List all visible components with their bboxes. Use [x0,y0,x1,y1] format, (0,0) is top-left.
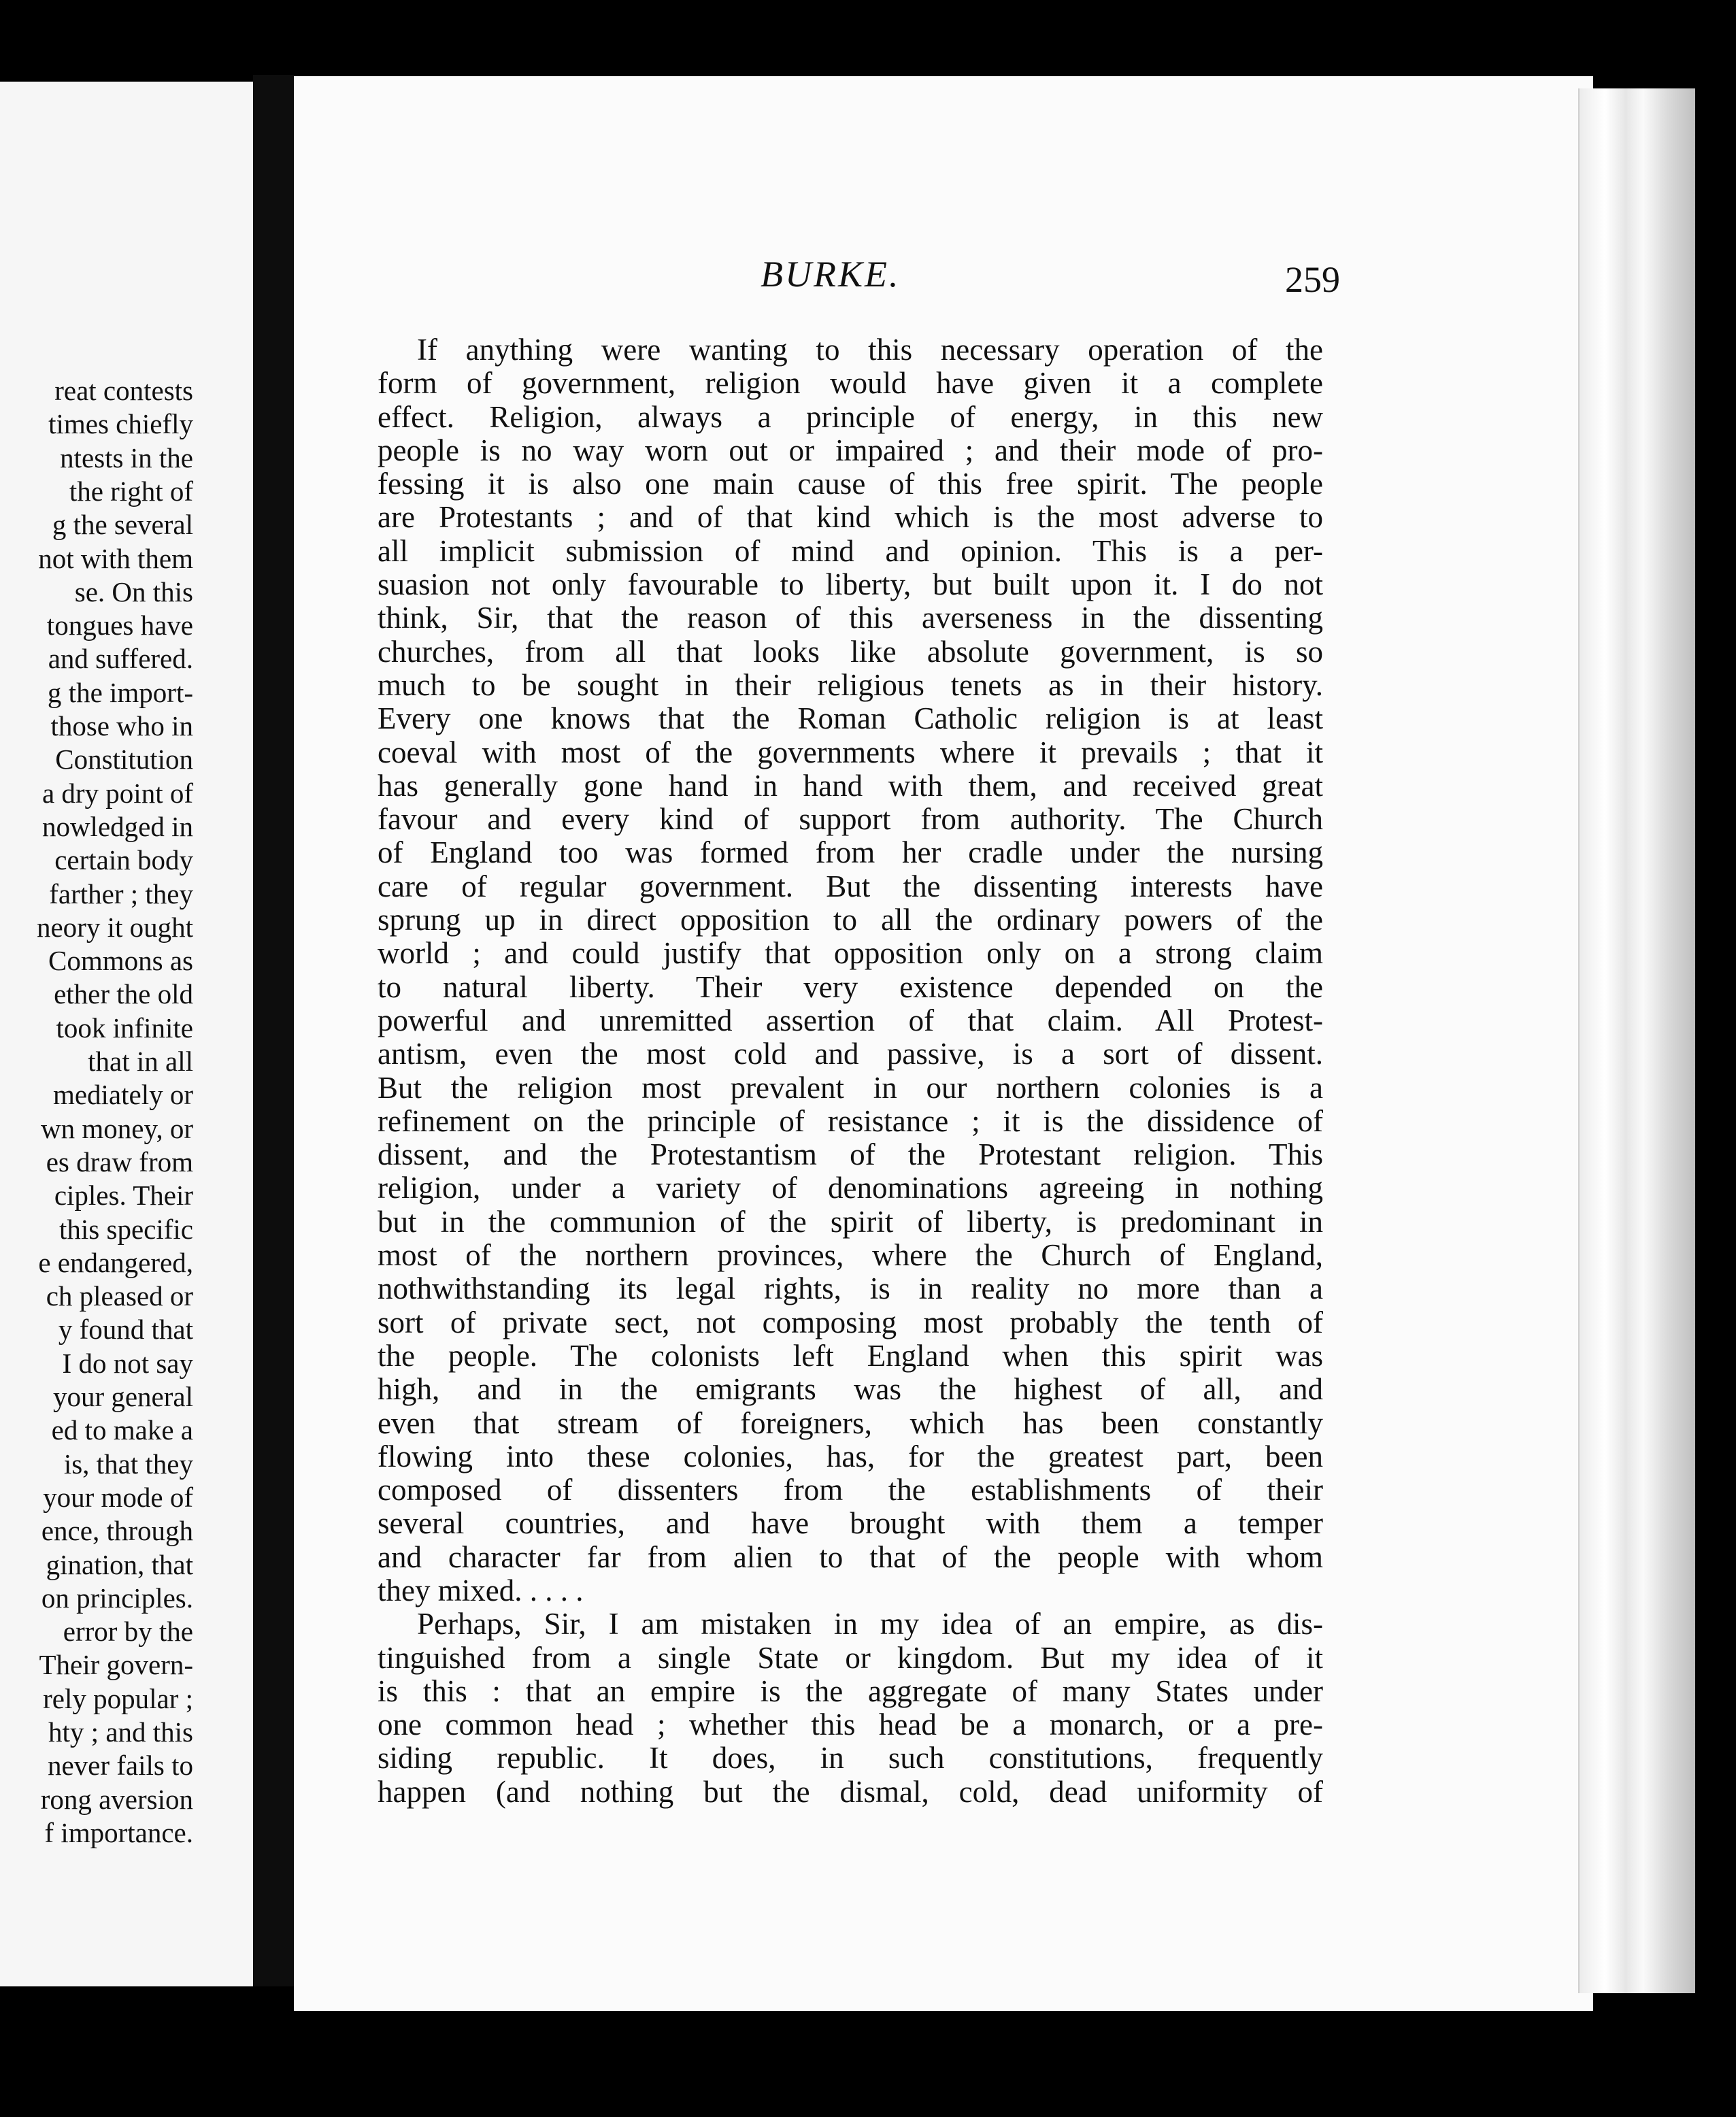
left-page-line: f importance. [44,1816,193,1848]
body-text-line: much to be sought in their religious tenets as in their history. [378,667,1323,702]
left-page-line: wn money, or [41,1112,193,1144]
left-page-line: your mode of [43,1481,193,1513]
body-text-line: churches, from all that looks like absolute government, is so [378,634,1323,669]
body-text-line: even that stream of foreigners, which has been constantly [378,1405,1323,1440]
left-page-line: error by the [63,1616,193,1648]
body-text-line: religion, under a variety of denominations agreeing in nothing [378,1171,1323,1205]
left-page-line: tongues have [46,610,193,641]
left-page-line: this specific [59,1213,193,1245]
left-page-line: ch pleased or [46,1280,193,1312]
body-text-line: high, and in the emigrants was the highest of all, and [378,1372,1323,1407]
left-page-line: those who in [50,710,193,741]
left-page-line: es draw from [46,1146,193,1178]
body-text-line: nothwithstanding its legal rights, is in reality no more than a [378,1271,1323,1306]
left-page-line: not with them [38,542,193,574]
body-text-line: antism, even the most cold and passive, is a sort of dissent. [378,1037,1323,1071]
body-text-line: one common head ; whether this head be a monarch, or a pre- [378,1707,1323,1742]
left-page-line: ntests in the [60,441,193,473]
left-page-line: reat contests [54,375,193,406]
body-text-line: tinguished from a single State or kingdom. But my idea of it [378,1640,1323,1675]
body-text-line: are Protestants ; and of that kind which is the most adverse to [378,500,1323,535]
left-page-line: y found that [58,1314,193,1346]
left-page-line: e endangered, [38,1246,193,1278]
body-text [378,333,1323,1809]
left-page-line: mediately or [52,1079,193,1111]
left-page-line: Commons as [48,945,193,977]
body-text-line: several countries, and have brought with them a temper [378,1506,1323,1541]
left-page-line: g the import- [47,676,193,708]
running-head: BURKE. [761,254,901,295]
body-text-line: Perhaps, Sir, I am mistaken in my idea of an empire, as dis- [417,1607,1323,1641]
body-text-line: coeval with most of the governments where it prevails ; that it [378,735,1323,769]
left-page-line: Constitution [55,744,193,776]
left-page-line: hty ; and this [48,1716,193,1748]
body-text-line: happen (and nothing but the dismal, cold, dead uniformity of [378,1774,1323,1809]
body-text-line: care of regular government. But the dissenting interests have [378,869,1323,903]
left-facing-page [0,82,253,1986]
left-page-line: nowledged in [41,810,193,842]
body-text-line: composed of dissenters from the establishments of their [378,1473,1323,1507]
body-text-line: powerful and unremitted assertion of that claim. All Protest- [378,1003,1323,1037]
body-text-line: but in the communion of the spirit of liberty, is predominant in [378,1204,1323,1239]
left-page-line: a dry point of [41,777,193,809]
left-page-line: farther ; they [49,878,193,910]
body-text-line: the people. The colonists left England when this spirit was [378,1338,1323,1373]
body-text-line: and character far from alien to that of the people with whom [378,1539,1323,1574]
body-text-line: refinement on the principle of resistance ; it is the dissidence of [378,1103,1323,1138]
body-text-line: siding republic. It does, in such constitutions, frequently [378,1741,1323,1776]
left-page-line: se. On this [74,576,193,607]
left-page-line: times chiefly [48,408,193,440]
body-text-line: people is no way worn out or impaired ; and their mode of pro- [378,433,1323,467]
body-text-line: effect. Religion, always a principle of energy, in this new [378,399,1323,434]
body-text-line: fessing it is also one main cause of this free spirit. The people [378,467,1323,501]
left-page-line: took infinite [56,1012,193,1044]
left-page-line: ciples. Their [54,1180,193,1212]
left-page-line: rely popular ; [43,1682,193,1714]
body-text-line: sprung up in direct opposition to all the ordinary powers of the [378,903,1323,937]
left-page-line: gination, that [46,1548,193,1580]
body-text-line: sort of private sect, not composing most probably the tenth of [378,1305,1323,1339]
body-text-line: think, Sir, that the reason of this averseness in the dissenting [378,601,1323,635]
left-page-line: g the several [52,509,193,541]
body-text-line: dissent, and the Protestantism of the Protestant religion. This [378,1137,1323,1172]
body-text-line: form of government, religion would have given it a complete [378,366,1323,401]
body-text-line: If anything were wanting to this necessary operation of the [417,333,1323,367]
body-text-line: But the religion most prevalent in our northern colonies is a [378,1070,1323,1105]
body-text-line: is this : that an empire is the aggregate of many States under [378,1673,1323,1708]
body-text-line: most of the northern provinces, where the Church of England, [378,1238,1323,1273]
page-edges [1578,88,1695,1993]
page-number: 259 [1285,259,1340,300]
body-text-line: they mixed. . . . . [378,1573,584,1607]
left-page-line: certain body [54,844,193,876]
body-text-line: Every one knows that the Roman Catholic religion is at least [378,701,1323,736]
left-page-line: is, that they [63,1448,193,1480]
book-gutter [253,75,294,1986]
body-text-line: to natural liberty. Their very existence depended on the [378,969,1323,1004]
body-text-line: of England too was formed from her cradle under the nursing [378,835,1323,870]
left-page-line: your general [52,1381,193,1412]
left-page-line: never fails to [47,1750,193,1782]
left-page-line: that in all [88,1046,193,1077]
body-text-line: suasion not only favourable to liberty, but built upon it. I do not [378,567,1323,602]
body-text-line: favour and every kind of support from authority. The Church [378,802,1323,837]
body-text-line: has generally gone hand in hand with them, and received great [378,768,1323,803]
left-page-line: ence, through [41,1515,193,1547]
body-text-line: flowing into these colonies, has, for the greatest part, been [378,1439,1323,1473]
body-text-line: all implicit submission of mind and opinion. This is a per- [378,533,1323,568]
left-page-line: the right of [69,475,193,507]
left-page-line: Their govern- [39,1649,193,1681]
left-page-line: on principles. [41,1582,193,1614]
left-page-line: I do not say [62,1347,193,1379]
left-page-line: rong aversion [40,1783,193,1815]
left-page-line: neory it ought [36,911,193,943]
left-page-line: and suffered. [48,643,193,675]
body-text-line: world ; and could justify that opposition only on a strong claim [378,936,1323,971]
left-page-line: ether the old [54,978,193,1010]
left-page-line: ed to make a [51,1414,193,1446]
